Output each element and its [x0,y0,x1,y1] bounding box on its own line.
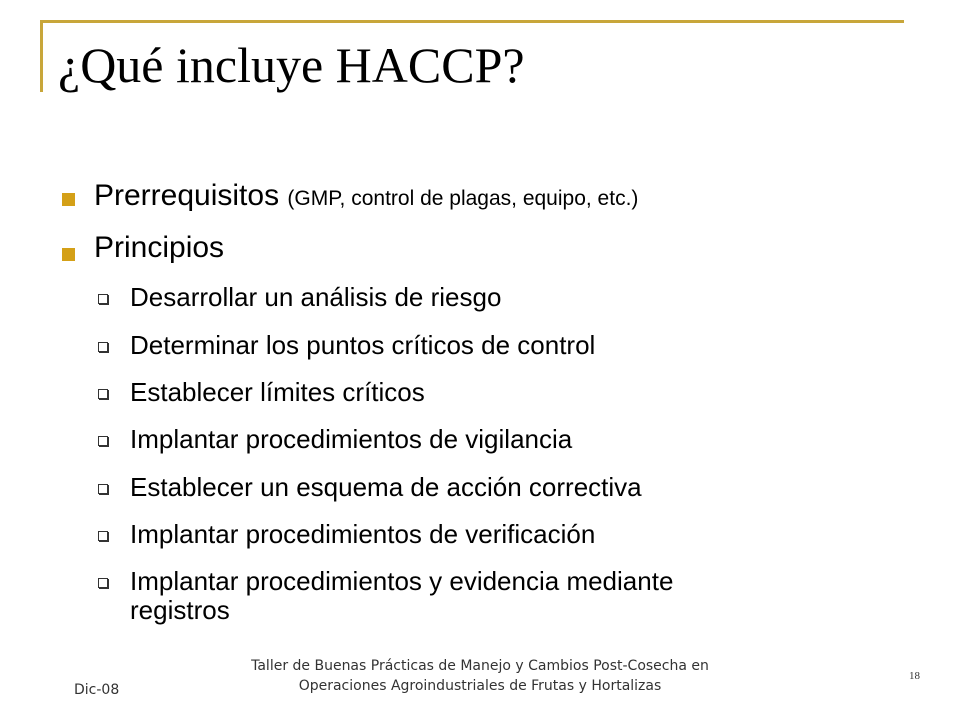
principle-item: Determinar los puntos críticos de control [130,330,596,360]
principle-item: Establecer límites críticos [130,377,425,407]
hollow-square-bullet-icon [98,342,108,352]
square-bullet-icon [62,193,75,206]
slide-page-number: 18 [909,670,920,682]
bullet-prerrequisitos [94,178,638,217]
bullet-main-text: Prerrequisitos [94,179,280,212]
bullet-principios [94,230,224,266]
footer-course-title [180,656,780,696]
principle-item: Implantar procedimientos de vigilancia [130,424,573,454]
hollow-square-bullet-icon [98,389,108,399]
hollow-square-bullet-icon [98,484,108,494]
slide-title: ¿Qué incluye HACCP? [58,37,525,93]
footer-course-line-2: Operaciones Agroindustriales de Frutas y Hortalizas [298,678,662,694]
footer-course-line-1: Taller de Buenas Prácticas de Manejo y Cambios Post-Cosecha en [251,658,709,674]
principle-item: Establecer un esquema de acción correctiva [130,472,642,502]
principle-item: Implantar procedimientos de verificación [130,519,596,549]
hollow-square-bullet-icon [98,436,108,446]
hollow-square-bullet-icon [98,294,108,304]
principle-item-continuation: registros [130,595,230,625]
hollow-square-bullet-icon [98,578,108,588]
bullet-main-text: Principios [94,231,225,264]
principle-item: Implantar procedimientos y evidencia mediante [130,566,674,596]
square-bullet-icon [62,248,75,261]
hollow-square-bullet-icon [98,531,108,541]
bullet-note-text: (GMP, control de plagas, equipo, etc.) [287,187,639,210]
footer-date: Dic-08 [74,682,120,698]
principle-item: Desarrollar un análisis de riesgo [130,282,502,312]
